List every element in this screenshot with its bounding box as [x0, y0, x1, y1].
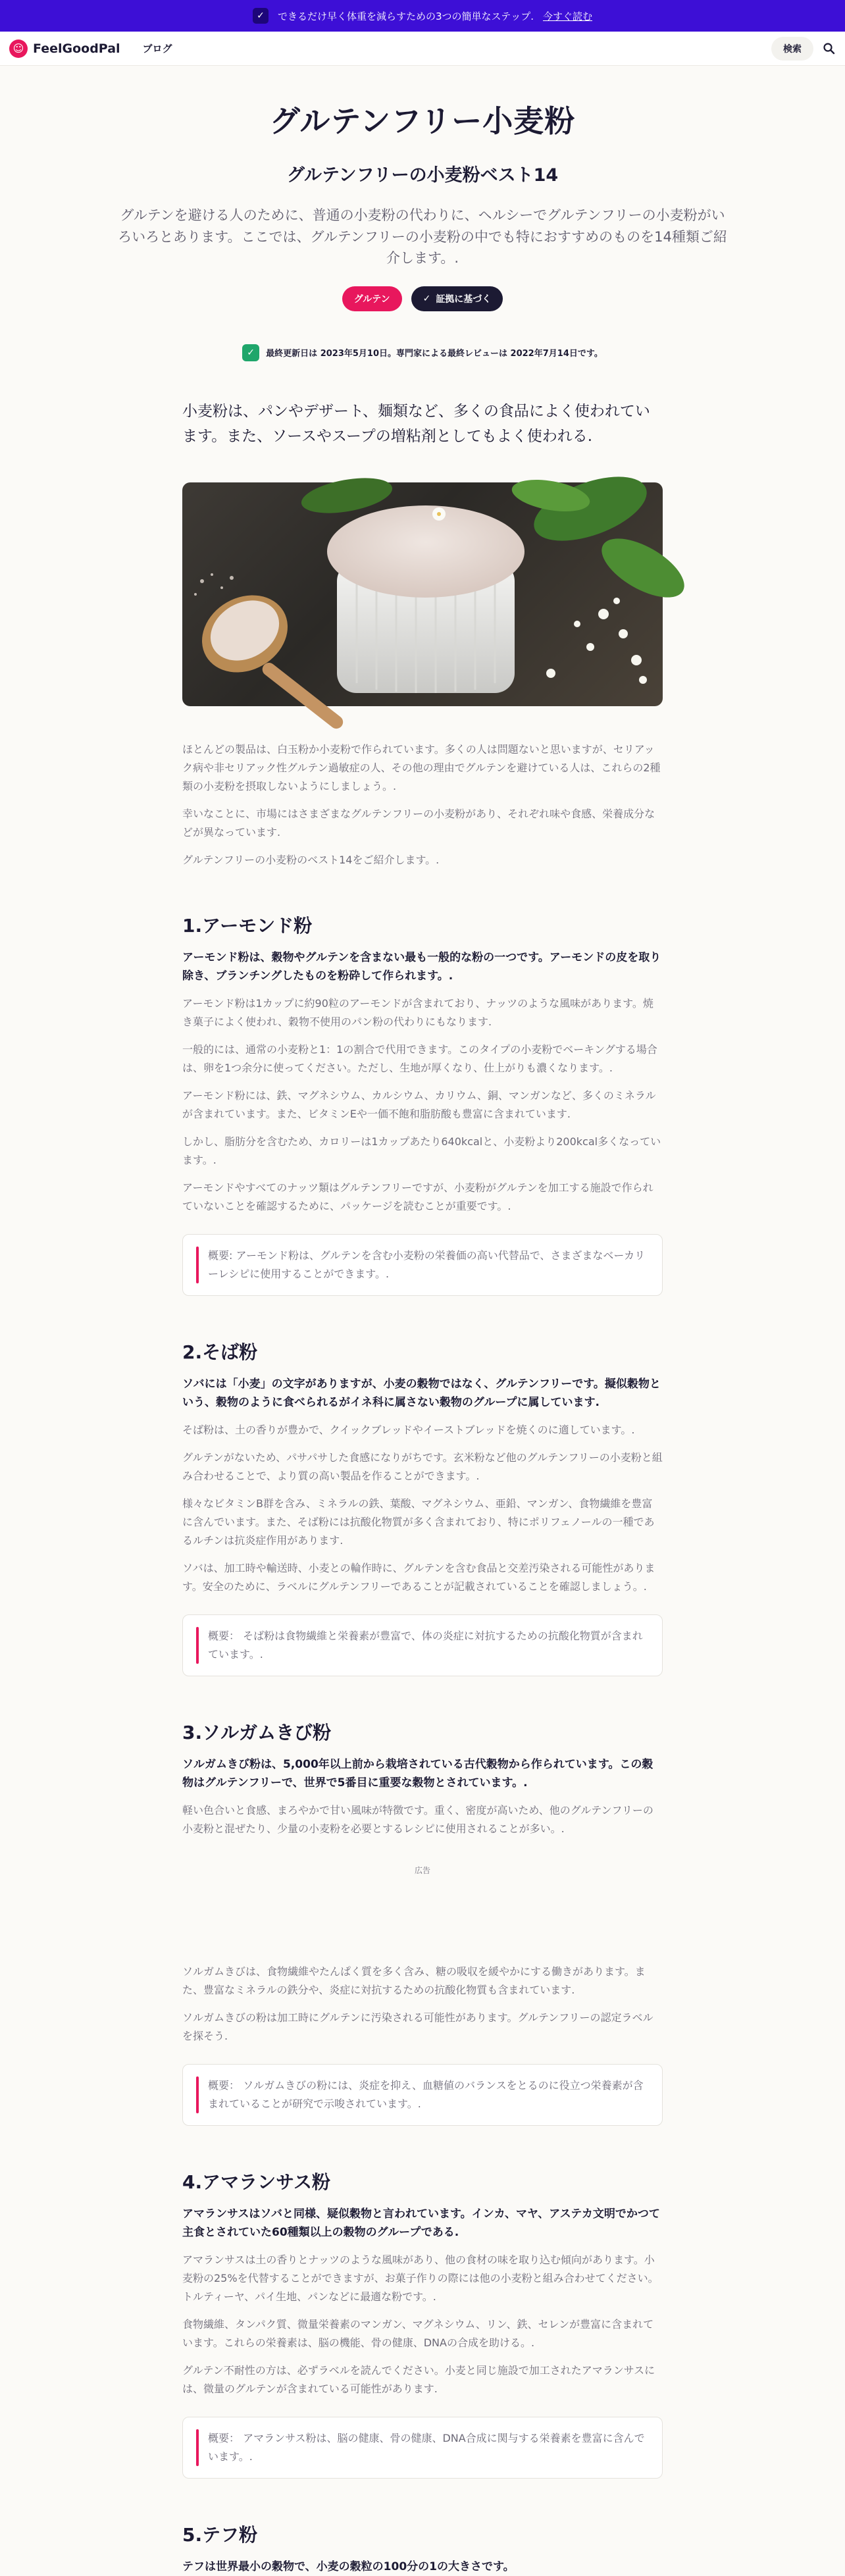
- section-paragraph: アーモンドやすべてのナッツ類はグルテンフリーですが、小麦粉がグルテンを加工する施設で作られていないことを確認するために、パッケージを読むことが重要です。.: [182, 1181, 653, 1212]
- section-paragraph: アマランサスは土の香りとナッツのような風味があり、他の食材の味を取り込む傾向があります。小麦粉の25%を代替することができますが、お菓子作りの際には他の小麦粉と組み合わせてください。トルティーヤ、パイ生地、パンなどに最適な粉です。.: [182, 2253, 659, 2303]
- page-subtitle: グルテンフリーの小麦粉ベスト14: [286, 165, 559, 186]
- tag-gluten[interactable]: グルテン: [342, 286, 402, 311]
- section-paragraph: ソルガムきびは、食物繊維やたんぱく質を多く含み、糖の吸収を緩やかにする働きがあります。また、豊富なミネラルの鉄分や、炎症に対抗するための抗酸化物質も含まれています.: [182, 1965, 646, 1996]
- hero: [0, 66, 845, 361]
- flour-bowl-illustration: [182, 482, 663, 706]
- section-paragraph: しかし、脂肪分を含むため、カロリーは1カップあたり640kcalと、小麦粉より200kcal多くなっています。.: [182, 1135, 661, 1166]
- article: [182, 399, 663, 2576]
- section-lead: アマランサスはソバと同様、疑似穀物と言われています。インカ、マヤ、アステカ文明でかつて主食とされていた60種類以上の穀物のグループである.: [182, 2207, 660, 2239]
- section-title-teff: 5.テフ粉: [182, 2523, 258, 2546]
- summary-box: [182, 2417, 663, 2479]
- section-title-amaranth: 4.アマランサス粉: [182, 2171, 330, 2193]
- body-paragraph: 幸いなことに、市場にはさまざまなグルテンフリーの小麦粉があり、それぞれ味や食感、栄養成分などが異なっています.: [182, 807, 655, 838]
- smile-logo-icon: ☺: [9, 39, 28, 58]
- summary-accent-bar: [196, 2429, 199, 2466]
- section-paragraph: グルテン不耐性の方は、必ずラベルを読んでください。小麦と同じ施設で加工されたアマランサスには、微量のグルテンが含まれている可能性があります.: [182, 2363, 655, 2395]
- section-lead: ソバには「小麦」の文字がありますが、小麦の穀物ではなく、グルテンフリーです。擬似穀物という、穀物のように食べられるがイネ科に属さない穀物のグループに属しています.: [182, 1377, 661, 1409]
- flour-bowl-image: [182, 482, 663, 706]
- section-title-buckwheat: 2.そば粉: [182, 1341, 258, 1363]
- verified-badge-icon: ✓: [242, 344, 259, 361]
- page-title: グルテンフリー小麦粉: [269, 103, 576, 139]
- section-paragraph: ソバは、加工時や輸送時、小麦との輪作時に、グルテンを含む食品と交差汚染される可能性があります。安全のために、ラベルにグルテンフリーであることが記載されていることを確認しましょう。.: [182, 1561, 655, 1593]
- page-lede: グルテンを避ける人のために、普通の小麦粉の代わりに、ヘルシーでグルテンフリーの小麦粉がいろいろとあります。ここでは、グルテンフリーの小麦粉の中でも特におすすめのものを14種類ご紹介します。.: [118, 207, 727, 267]
- search-button[interactable]: 検索: [771, 37, 813, 61]
- section-lead: アーモンド粉は、穀物やグルテンを含まない最も一般的な粉の一つです。アーモンドの皮を取り除き、ブランチングしたものを粉砕して作られます。.: [182, 950, 661, 983]
- tag-evidence-based[interactable]: [411, 286, 503, 311]
- section-title-almond: 1.アーモンド粉: [182, 914, 313, 937]
- section-paragraph: アーモンド粉は1カップに約90粒のアーモンドが含まれており、ナッツのような風味があります。焼き菓子によく使われ、穀物不使用のパン粉の代わりにもなります.: [182, 996, 653, 1028]
- last-updated-text: 最終更新日は 2023年5月10日。専門家による最終レビューは 2022年7月14日です。: [266, 349, 603, 359]
- summary-accent-bar: [196, 1627, 199, 1664]
- logo-text: FeelGoodPal: [33, 41, 120, 56]
- summary-box: [182, 1234, 663, 1296]
- tag-evidence-label: 証拠に基づく: [436, 294, 492, 305]
- nav-blog-link[interactable]: ブログ: [142, 43, 172, 55]
- check-icon: ✓: [253, 8, 269, 24]
- summary-accent-bar: [196, 1247, 199, 1283]
- summary-box: [182, 2064, 663, 2126]
- tag-list: [0, 286, 845, 311]
- site-header: [0, 32, 845, 66]
- summary-text: 概要: アーモンド粉は、グルテンを含む小麦粉の栄養価の高い代替品で、さまざまなベーカリーレシピに使用することができます。.: [208, 1249, 646, 1280]
- logo[interactable]: [9, 39, 120, 58]
- section-paragraph: 食物繊維、タンパク質、微量栄養素のマンガン、マグネシウム、リン、鉄、セレンが豊富に含まれています。これらの栄養素は、脳の機能、骨の健康、DNAの合成を助ける。.: [182, 2317, 654, 2349]
- summary-box: [182, 1614, 663, 1676]
- header-actions: [771, 37, 836, 61]
- body-paragraph: グルテンフリーの小麦粉のベスト14をご紹介します。.: [182, 853, 440, 866]
- section-paragraph: そば粉は、土の香りが豊かで、クイックブレッドやイーストブレッドを焼くのに適しています。.: [182, 1423, 635, 1436]
- ad-slot: [182, 1876, 663, 1953]
- body-paragraph: ほとんどの製品は、白玉粉か小麦粉で作られています。多くの人は問題ないと思いますが、セリアック病や非セリアック性グルテン過敏症の人、その他の理由でグルテンを避けている人は、これらの2種類の小麦粉を摂取しないようにしましょう。.: [182, 742, 661, 792]
- summary-accent-bar: [196, 2076, 199, 2113]
- section-paragraph: ソルガムきびの粉は加工時にグルテンに汚染される可能性があります。グルテンフリーの認定ラベルを探そう.: [182, 2011, 653, 2042]
- promo-link[interactable]: 今すぐ読む: [543, 10, 593, 22]
- summary-text: 概要： アマランサス粉は、脳の健康、骨の健康、DNA合成に関与する栄養素を豊富に含んでいます。.: [208, 2431, 645, 2463]
- last-updated: [0, 344, 845, 361]
- check-circle-icon: ✓: [423, 293, 431, 304]
- promo-banner: [0, 0, 845, 32]
- section-lead: テフは世界最小の穀物で、小麦の穀粒の100分の1の大きさです。: [182, 2560, 515, 2573]
- section-paragraph: 一般的には、通常の小麦粉と1：1の割合で代用できます。このタイプの小麦粉でベーキングする場合は、卵を1つ余分に使ってください。ただし、生地が厚くなり、仕上がりも濃くなります。.: [182, 1043, 657, 1074]
- section-title-sorghum: 3.ソルガムきび粉: [182, 1721, 332, 1743]
- section-paragraph: グルテンがないため、パサパサした食感になりがちです。玄米粉など他のグルテンフリーの小麦粉と組み合わせることで、より質の高い製品を作ることができます。.: [182, 1451, 663, 1482]
- article-intro: 小麦粉は、パンやデザート、麺類など、多くの食品によく使われています。また、ソースやスープの増粘剤としてもよく使われる.: [182, 402, 650, 445]
- section-paragraph: 軽い色合いと食感、まろやかで甘い風味が特徴です。重く、密度が高いため、他のグルテンフリーの小麦粉と混ぜたり、少量の小麦粉を必要とするレシピに使用されることが多い。.: [182, 1803, 653, 1835]
- section-lead: ソルガムきび粉は、5,000年以上前から栽培されている古代穀物から作られています。この穀物はグルテンフリーで、世界で5番目に重要な穀物とされています。.: [182, 1757, 653, 1790]
- summary-text: 概要： そば粉は食物繊維と栄養素が豊富で、体の炎症に対抗するための抗酸化物質が含まれています。.: [208, 1629, 643, 1661]
- section-paragraph: アーモンド粉には、鉄、マグネシウム、カルシウム、カリウム、銅、マンガンなど、多くのミネラルが含まれています。また、ビタミンEや一価不飽和脂肪酸も豊富に含まれています.: [182, 1089, 656, 1120]
- promo-text: できるだけ早く体重を減らすための3つの簡単なステップ.: [277, 10, 534, 22]
- search-icon[interactable]: [823, 42, 836, 55]
- ad-label: 広告: [414, 1865, 430, 1875]
- summary-text: 概要： ソルガムきびの粉には、炎症を抑え、血糖値のバランスをとるのに役立つ栄養素が含まれていることが研究で示唆されています。.: [208, 2078, 644, 2110]
- section-paragraph: 様々なビタミンB群を含み、ミネラルの鉄、葉酸、マグネシウム、亜鉛、マンガン、食物繊維を豊富に含んでいます。また、そば粉には抗酸化物質が多く含まれており、特にポリフェノールの一種であるルチンは抗炎症作用があります.: [182, 1497, 655, 1547]
